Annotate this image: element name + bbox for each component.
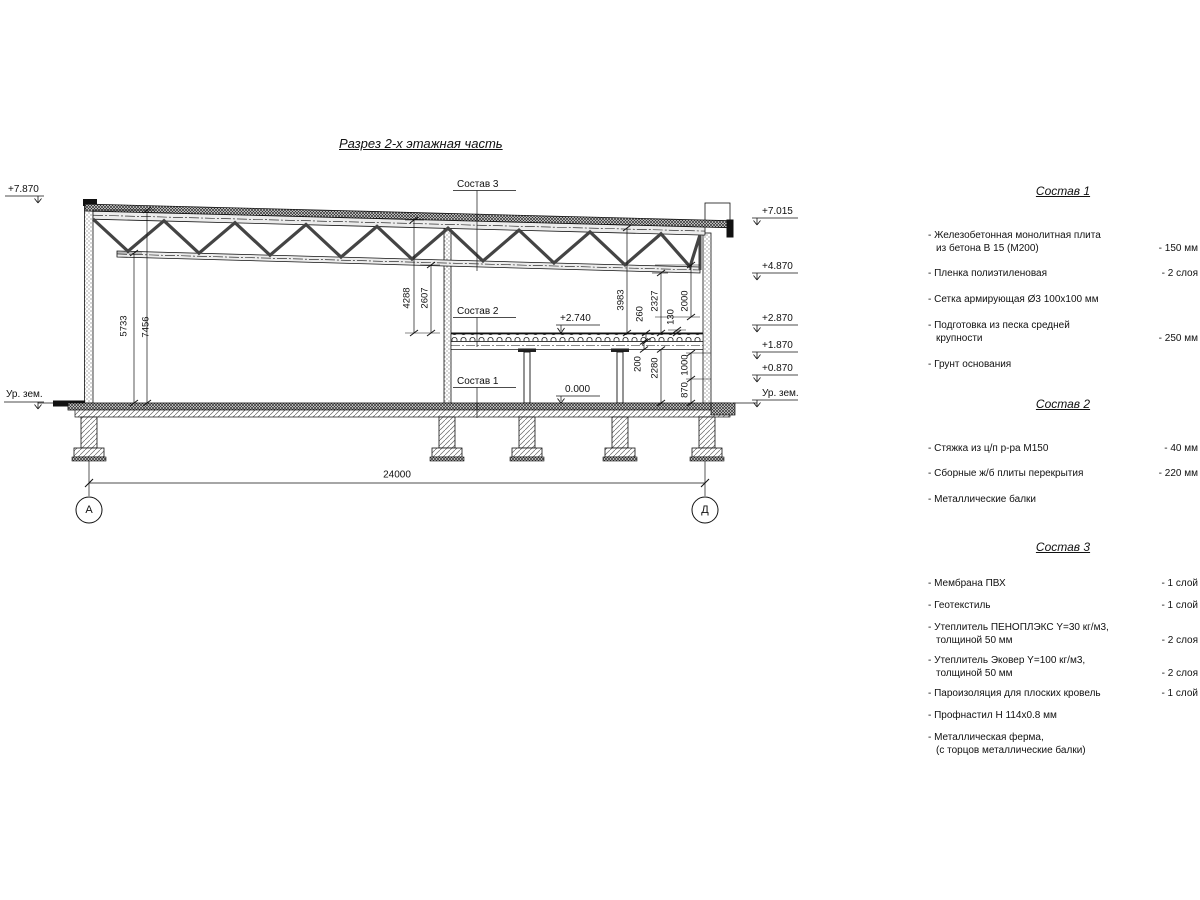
elevation-mark-2870: +2.870 <box>762 313 793 324</box>
dim-870: 870 <box>679 382 691 398</box>
list-item: - Подготовка из песка средней крупности - 250 мм <box>928 320 1198 344</box>
list-item: - Стяжка из ц/п р-ра М150 - 40 мм <box>928 443 1198 454</box>
column-capital <box>518 349 536 353</box>
column <box>524 352 530 403</box>
dim-3983: 3983 <box>615 289 627 311</box>
dim-260: 260 <box>634 306 646 322</box>
dimension-lines <box>130 207 695 406</box>
sostav3-heading: Состав 3 <box>1035 540 1091 554</box>
drawing-title: Разрез 2-х этажная часть <box>339 136 503 151</box>
list-item: - Утеплитель ПЕНОПЛЭКС Y=30 кг/м3, толщиной 50 мм - 2 слоя <box>928 622 1198 646</box>
axis-letter-d: Д <box>701 504 709 516</box>
ground-level-label-right: Ур. зем. <box>762 388 799 399</box>
ground-slab <box>38 401 757 418</box>
dim-1000: 1000 <box>679 354 691 376</box>
sostav2-heading: Состав 2 <box>1035 397 1091 411</box>
dim-2000: 2000 <box>679 290 691 312</box>
list-item: - Пароизоляция для плоских кровель - 1 слой <box>928 688 1198 699</box>
list-item: - Металлическая ферма, (с торцов металлические балки) <box>928 732 1086 756</box>
dim-7456: 7456 <box>140 316 152 338</box>
dim-200: 200 <box>632 356 644 372</box>
list-item: - Железобетонная монолитная плита из бетона В 15 (М200) - 150 мм <box>928 230 1198 254</box>
elevation-mark-7015: +7.015 <box>762 206 793 217</box>
elevation-mark-2740: +2.740 <box>560 313 591 324</box>
list-item: - Сборные ж/б плиты перекрытия - 220 мм <box>928 468 1198 479</box>
layer-label-sostav2: Состав 2 <box>457 306 499 317</box>
list-item: - Утеплитель Эковер Y=100 кг/м3, толщиной 50 мм - 2 слоя <box>928 655 1198 679</box>
roof-assembly <box>85 204 734 273</box>
dim-2607: 2607 <box>419 287 431 309</box>
layer-label-sostav3: Состав 3 <box>457 179 499 190</box>
dim-130: 130 <box>665 309 677 325</box>
dim-2280: 2280 <box>649 357 661 379</box>
dim-5733: 5733 <box>118 315 130 337</box>
foundation-pedestals <box>72 417 724 461</box>
sostav1-heading: Состав 1 <box>1035 184 1091 198</box>
elevation-mark-1870: +1.870 <box>762 340 793 351</box>
list-item: - Геотекстиль - 1 слой <box>928 600 1198 611</box>
column-capital <box>611 349 629 353</box>
list-item: - Металлические балки <box>928 494 1036 505</box>
parapet-beyond-outline <box>705 203 730 221</box>
layer-label-sostav1: Состав 1 <box>457 376 499 387</box>
dim-2327: 2327 <box>649 290 661 312</box>
dim-24000: 24000 <box>383 469 411 481</box>
dim-4288: 4288 <box>401 287 413 309</box>
column <box>617 352 623 403</box>
list-item: - Пленка полиэтиленовая - 2 слоя <box>928 268 1198 279</box>
elevation-mark-0000: 0.000 <box>565 384 591 395</box>
elevation-mark-4870: +4.870 <box>762 261 793 272</box>
list-item: - Профнастил Н 114х0.8 мм <box>928 710 1057 721</box>
ground-level-label-left: Ур. зем. <box>6 389 43 400</box>
list-item: - Сетка армирующая Ø3 100х100 мм <box>928 294 1099 305</box>
elevation-mark-7870: +7.870 <box>8 184 39 195</box>
axis-letter-a: А <box>85 504 93 516</box>
roof-end-cap <box>727 220 734 238</box>
elevation-mark-0870: +0.870 <box>762 363 793 374</box>
list-item: - Мембрана ПВХ - 1 слой <box>928 578 1198 589</box>
list-item: - Грунт основания <box>928 359 1012 370</box>
